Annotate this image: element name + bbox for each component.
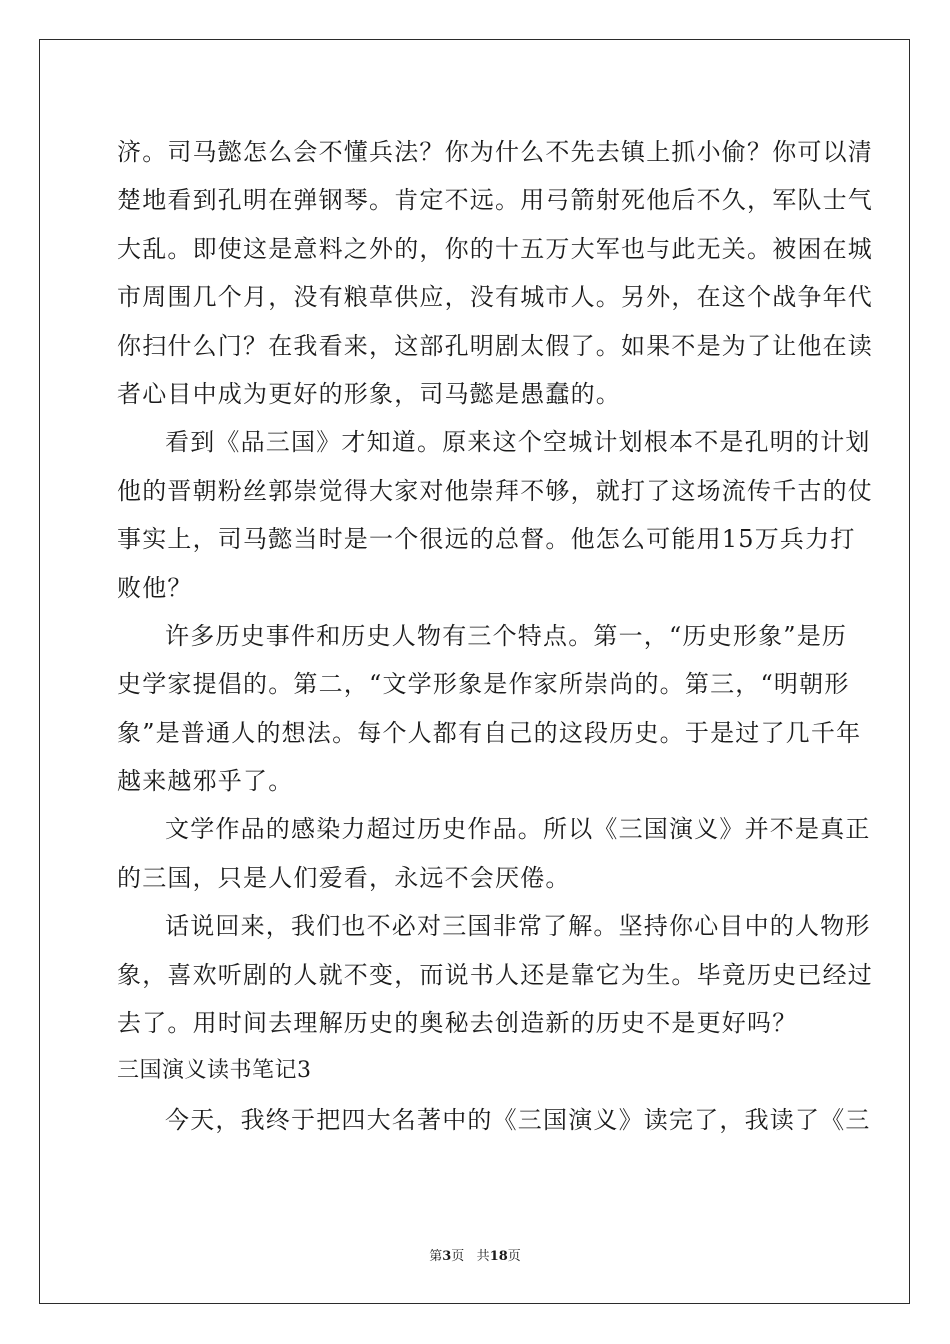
text-line: 象，喜欢听剧的人就不变，而说书人还是靠它为生。毕竟历史已经过: [117, 960, 873, 989]
paragraph-4: [117, 805, 871, 902]
text-line: 济。司马懿怎么会不懂兵法？你为什么不先去镇上抓小偷？你可以清: [117, 138, 873, 166]
text-line: 史学家提倡的。第二，“文学形象是作家所崇尚的。第三，“明朝形: [117, 670, 850, 699]
text-line: 许多历史事件和历史人物有三个特点。第一，“历史形象”是历: [165, 621, 848, 650]
paragraph-final: [117, 1096, 871, 1144]
text-line: 你扫什么门？在我看来，这部孔明剧太假了。如果不是为了让他在读: [117, 331, 873, 360]
total-prefix: 共: [476, 1249, 490, 1264]
text-line: 事实上，司马懿当时是一个很远的总督。他怎么可能用15万兵力打: [117, 525, 856, 554]
text-line: 大乱。即使这是意料之外的，你的十五万大军也与此无关。被困在城: [117, 234, 873, 263]
total-pages: 18: [489, 1249, 508, 1264]
text-line: 去了。用时间去理解历史的奥秘去创造新的历史不是更好吗？: [117, 1009, 798, 1038]
total-suffix: 页: [507, 1249, 521, 1264]
text-line: 楚地看到孔明在弹钢琴。肯定不远。用弓箭射死他后不久，军队士气: [117, 186, 873, 215]
page-suffix: 页: [451, 1249, 465, 1264]
text-line: 话说回来，我们也不必对三国非常了解。坚持你心目中的人物形: [165, 912, 871, 941]
page-prefix: 第: [429, 1249, 443, 1264]
text-line: 文学作品的感染力超过历史作品。所以《三国演义》并不是真正: [165, 815, 871, 844]
section-heading: 三国演义读书笔记3: [117, 1058, 312, 1084]
page-number: 3: [442, 1249, 452, 1264]
text-line: 败他？: [117, 573, 193, 602]
text-line: 的三国，只是人们爱看，永远不会厌倦。: [117, 863, 571, 892]
paragraph-1: [117, 128, 873, 418]
text-line: 看到《品三国》才知道。原来这个空城计划根本不是孔明的计划: [165, 428, 871, 457]
paragraph-3: [117, 612, 862, 806]
text-line: 越来越邪乎了。: [117, 767, 294, 796]
text-line: 市周围几个月，没有粮草供应，没有城市人。另外，在这个战争年代: [117, 283, 873, 312]
text-line: 今天，我终于把四大名著中的《三国演义》读完了，我读了《三: [165, 1105, 871, 1134]
paragraph-2: [117, 418, 873, 612]
text-line: 者心目中成为更好的形象，司马懿是愚蠢的。: [117, 379, 621, 408]
paragraph-5: [117, 902, 873, 1047]
text-line: 他的晋朝粉丝郭崇觉得大家对他崇拜不够，就打了这场流传千古的仗: [117, 476, 873, 505]
document-body: [117, 128, 873, 1144]
text-line: 象”是普通人的想法。每个人都有自己的这段历史。于是过了几千年: [117, 718, 862, 747]
page-footer: [0, 1245, 950, 1264]
